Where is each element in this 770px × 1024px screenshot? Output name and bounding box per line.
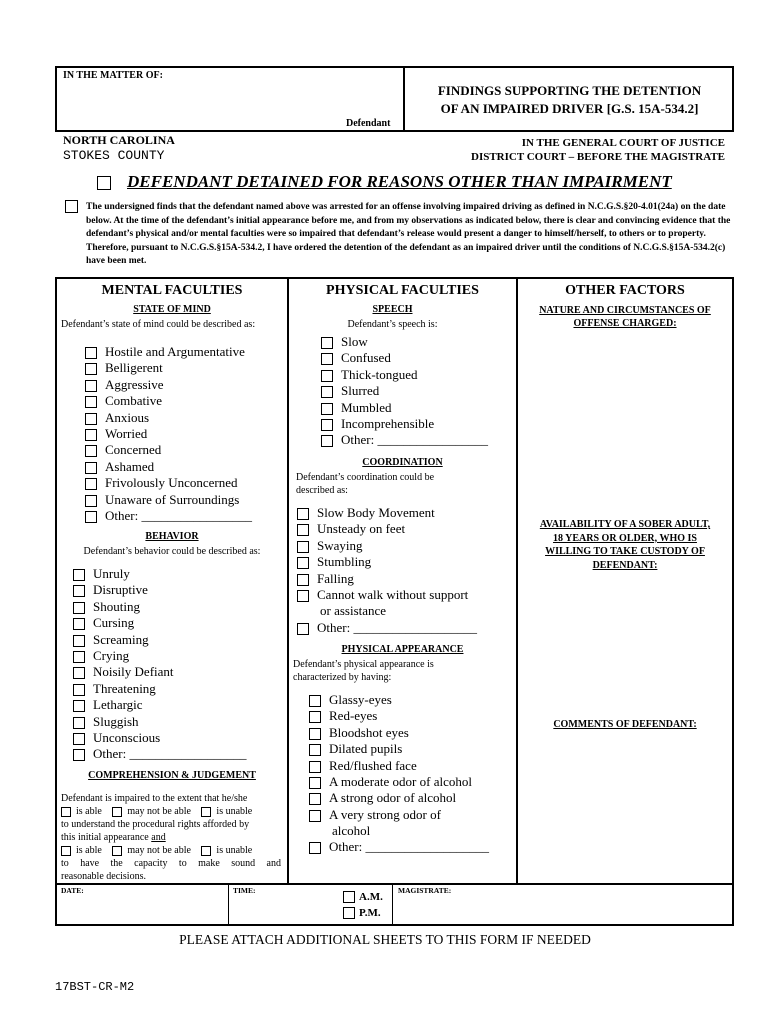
state-of-mind-checkbox[interactable] bbox=[85, 396, 97, 408]
state-of-mind-label: Belligerent bbox=[105, 360, 163, 376]
signature-divider-1 bbox=[228, 883, 229, 926]
speech-item bbox=[321, 383, 488, 399]
appearance-label: A strong odor of alcohol bbox=[329, 790, 457, 806]
state-of-mind-item bbox=[85, 360, 252, 376]
state-of-mind-label: Hostile and Argumentative bbox=[105, 344, 245, 359]
appearance-checkbox[interactable] bbox=[309, 711, 321, 723]
behavior-checkbox[interactable] bbox=[73, 651, 85, 663]
appear-other-checkbox[interactable] bbox=[309, 842, 321, 854]
state-of-mind-desc: Defendant’s state of mind could be described as: bbox=[61, 319, 256, 330]
state-of-mind-item bbox=[85, 492, 252, 508]
behavior-item bbox=[73, 566, 246, 582]
appearance-label: Bloodshot eyes bbox=[329, 724, 409, 740]
availability-heading bbox=[518, 518, 732, 572]
speech-label: Mumbled bbox=[341, 399, 392, 415]
appearance-list bbox=[309, 692, 472, 823]
speech-desc: Defendant’s speech is: bbox=[347, 319, 438, 330]
state-of-mind-checkbox[interactable] bbox=[85, 363, 97, 375]
state-of-mind-checkbox[interactable] bbox=[85, 347, 97, 359]
appearance-label: A moderate odor of alcohol bbox=[329, 773, 472, 789]
behavior-label: Threatening bbox=[93, 680, 156, 696]
speech-item bbox=[321, 334, 488, 350]
appearance-item bbox=[309, 725, 472, 741]
avail-line4: DEFENDANT: bbox=[592, 559, 658, 571]
state-of-mind-item bbox=[85, 475, 252, 491]
behavior-checkbox[interactable] bbox=[73, 717, 85, 729]
behavior-item bbox=[73, 714, 246, 730]
form-title-line1: FINDINGS SUPPORTING THE DETENTION bbox=[437, 83, 702, 98]
state-of-mind-item bbox=[85, 393, 252, 409]
state-of-mind-item bbox=[85, 377, 252, 393]
grid-divider-1 bbox=[287, 277, 289, 885]
speech-label: Slow bbox=[341, 334, 368, 349]
am-checkbox[interactable] bbox=[343, 891, 355, 903]
state-of-mind-item bbox=[85, 508, 252, 524]
appearance-item bbox=[309, 708, 472, 724]
am-option bbox=[343, 889, 383, 905]
speech-item bbox=[321, 367, 488, 383]
matter-label: IN THE MATTER OF: bbox=[63, 70, 163, 81]
mental-heading: MENTAL FACULTIES bbox=[101, 283, 243, 298]
main-title-checkbox[interactable] bbox=[97, 176, 111, 190]
speech-checkbox[interactable] bbox=[321, 337, 333, 349]
appearance-label: Red/flushed face bbox=[329, 757, 417, 773]
speech-checkbox[interactable] bbox=[321, 386, 333, 398]
coord-continuation: or assistance bbox=[320, 603, 387, 618]
comprehension-heading: COMPREHENSION & JUDGEMENT bbox=[88, 770, 256, 781]
state-of-mind-checkbox[interactable] bbox=[85, 413, 97, 425]
speech-checkbox[interactable] bbox=[321, 370, 333, 382]
coordination-item bbox=[297, 554, 468, 570]
appearance-label: Red-eyes bbox=[329, 708, 378, 724]
behavior-item bbox=[73, 697, 246, 713]
appearance-label: Dilated pupils bbox=[329, 741, 403, 757]
may-not-label: may not be able bbox=[127, 845, 191, 856]
appearance-desc bbox=[293, 658, 511, 684]
date-label: DATE: bbox=[61, 886, 84, 895]
speech-item bbox=[321, 416, 488, 432]
state-of-mind-label: Frivolously Unconcerned bbox=[105, 475, 238, 491]
court-line2: DISTRICT COURT – BEFORE THE MAGISTRATE bbox=[471, 151, 725, 163]
pm-option bbox=[343, 905, 383, 921]
comp-options-2 bbox=[61, 844, 281, 857]
nature-line1: NATURE AND CIRCUMSTANCES OF bbox=[539, 305, 711, 316]
comp-line1: Defendant is impaired to the extent that he/she bbox=[61, 793, 248, 804]
speech-item bbox=[321, 432, 488, 448]
coordination-label: Slow Body Movement bbox=[317, 505, 435, 520]
behavior-label: Noisily Defiant bbox=[93, 664, 174, 680]
appearance-item bbox=[309, 774, 472, 790]
state-of-mind-heading: STATE OF MIND bbox=[133, 304, 211, 315]
behavior-checkbox[interactable] bbox=[73, 667, 85, 679]
form-title bbox=[405, 82, 734, 118]
state-of-mind-checkbox[interactable] bbox=[85, 380, 97, 392]
is-able-label: is able bbox=[76, 845, 102, 856]
coordination-checkbox[interactable] bbox=[297, 524, 309, 536]
appear-other-item bbox=[309, 839, 489, 855]
form-title-line2: OF AN IMPAIRED DRIVER [G.S. 15A-534.2] bbox=[440, 101, 699, 116]
behavior-item bbox=[73, 648, 246, 664]
behavior-item bbox=[73, 746, 246, 762]
appear-other-label: Other: ___________________ bbox=[329, 839, 489, 854]
speech-label: Confused bbox=[341, 350, 391, 366]
state-label: NORTH CAROLINA bbox=[63, 133, 175, 147]
coord-desc-line2: described as: bbox=[296, 485, 348, 496]
state-of-mind-label: Other: _________________ bbox=[105, 507, 252, 523]
behavior-checkbox[interactable] bbox=[73, 700, 85, 712]
comp-line2: to understand the procedural rights afforded by bbox=[61, 819, 250, 830]
comp-and: and bbox=[151, 832, 166, 843]
coordination-checkbox[interactable] bbox=[297, 590, 309, 602]
form-number: 17BST-CR-M2 bbox=[55, 980, 135, 994]
comp-line3-text: this initial appearance bbox=[61, 832, 149, 843]
behavior-list bbox=[73, 566, 246, 763]
behavior-item bbox=[73, 599, 246, 615]
nature-line2: OFFENSE CHARGED: bbox=[573, 318, 677, 329]
state-of-mind-label: Aggressive bbox=[105, 376, 164, 392]
magistrate-label: MAGISTRATE: bbox=[398, 886, 452, 895]
state-of-mind-checkbox[interactable] bbox=[85, 462, 97, 474]
behavior-item bbox=[73, 730, 246, 746]
appearance-checkbox[interactable] bbox=[309, 744, 321, 756]
state-of-mind-item bbox=[85, 442, 252, 458]
coordination-item bbox=[297, 521, 468, 537]
state-of-mind-item bbox=[85, 344, 252, 360]
behavior-checkbox[interactable] bbox=[73, 733, 85, 745]
coordination-item bbox=[297, 571, 468, 587]
comprehension-block bbox=[61, 792, 281, 883]
nature-heading bbox=[518, 304, 732, 330]
behavior-label: Cursing bbox=[93, 615, 135, 631]
coordination-checkbox[interactable] bbox=[297, 508, 309, 520]
state-of-mind-label: Worried bbox=[105, 425, 148, 441]
coordination-label: Unsteady on feet bbox=[317, 521, 406, 537]
behavior-label: Sluggish bbox=[93, 713, 139, 729]
is-unable-label: is unable bbox=[216, 845, 253, 856]
speech-label: Other: _________________ bbox=[341, 432, 488, 448]
coord-desc-line1: Defendant’s coordination could be bbox=[296, 472, 435, 483]
speech-checkbox[interactable] bbox=[321, 403, 333, 415]
speech-item bbox=[321, 350, 488, 366]
state-of-mind-item bbox=[85, 410, 252, 426]
speech-item bbox=[321, 400, 488, 416]
is-unable-checkbox-2[interactable] bbox=[201, 846, 211, 856]
defendant-label: Defendant bbox=[346, 118, 391, 129]
behavior-label: Screaming bbox=[93, 631, 149, 647]
coordination-list bbox=[297, 505, 468, 603]
state-of-mind-item bbox=[85, 459, 252, 475]
behavior-item bbox=[73, 632, 246, 648]
appearance-checkbox[interactable] bbox=[309, 728, 321, 740]
coordination-checkbox[interactable] bbox=[297, 541, 309, 553]
state-of-mind-label: Anxious bbox=[105, 409, 150, 425]
avail-line1: AVAILABILITY OF A SOBER ADULT, bbox=[539, 519, 711, 530]
other-heading: OTHER FACTORS bbox=[565, 283, 685, 298]
behavior-label: Crying bbox=[93, 647, 130, 663]
appearance-item bbox=[309, 807, 472, 823]
coord-other-item bbox=[297, 620, 477, 636]
behavior-label: Unruly bbox=[93, 566, 130, 581]
appearance-checkbox[interactable] bbox=[309, 793, 321, 805]
appearance-item bbox=[309, 758, 472, 774]
behavior-checkbox[interactable] bbox=[73, 602, 85, 614]
behavior-label: Lethargic bbox=[93, 697, 143, 713]
appearance-checkbox[interactable] bbox=[309, 810, 321, 822]
findings-paragraph: The undersigned finds that the defendant named above was arrested for an offense involving impaired driving as defined in N.C.G.S.§20-4.01(24a) on the date below. At the time of the defendant’s initial appearance before me, and from my observations as indicated below, there is clear and convincing evidence that the defendant’s physical and/or mental faculties were so impaired that defendant’s release would present a danger to himself/herself, to others or to property. Therefore, pursuant to N.C.G.S.§15A-534.2, I have ordered the detention of the defendant as an impaired driver until the conditions of N.C.G.S.§15A-534.2(c) have been met. bbox=[86, 202, 731, 267]
state-of-mind-checkbox[interactable] bbox=[85, 478, 97, 490]
coord-other-checkbox[interactable] bbox=[297, 623, 309, 635]
signature-divider-2 bbox=[392, 883, 393, 926]
coordination-label: Swaying bbox=[317, 537, 363, 553]
behavior-item bbox=[73, 615, 246, 631]
am-pm-group bbox=[343, 889, 383, 921]
behavior-checkbox[interactable] bbox=[73, 585, 85, 597]
appear-continuation: alcohol bbox=[332, 823, 371, 838]
speech-checkbox[interactable] bbox=[321, 419, 333, 431]
may-not-checkbox-2[interactable] bbox=[112, 846, 122, 856]
is-able-checkbox-2[interactable] bbox=[61, 846, 71, 856]
appearance-checkbox[interactable] bbox=[309, 695, 321, 707]
behavior-checkbox[interactable] bbox=[73, 749, 85, 761]
may-not-checkbox-1[interactable] bbox=[112, 807, 122, 817]
coordination-checkbox[interactable] bbox=[297, 557, 309, 569]
state-of-mind-label: Combative bbox=[105, 393, 163, 409]
behavior-checkbox[interactable] bbox=[73, 635, 85, 647]
appearance-checkbox[interactable] bbox=[309, 761, 321, 773]
state-of-mind-list bbox=[85, 344, 252, 524]
avail-line2: 18 YEARS OR OLDER, WHO IS bbox=[553, 532, 697, 544]
behavior-item bbox=[73, 664, 246, 680]
appearance-item bbox=[309, 692, 472, 708]
main-title: DEFENDANT DETAINED FOR REASONS OTHER THAN IMPAIRMENT bbox=[127, 172, 672, 191]
speech-list bbox=[321, 334, 488, 449]
coordination-label: Falling bbox=[317, 570, 354, 586]
coordination-heading: COORDINATION bbox=[362, 457, 443, 468]
behavior-label: Unconscious bbox=[93, 729, 161, 745]
behavior-heading: BEHAVIOR bbox=[145, 531, 199, 542]
behavior-label: Other: __________________ bbox=[93, 746, 247, 762]
speech-label: Incomprehensible bbox=[341, 415, 435, 431]
appearance-label: Glassy-eyes bbox=[329, 692, 392, 707]
state-of-mind-checkbox[interactable] bbox=[85, 511, 97, 523]
speech-heading: SPEECH bbox=[372, 304, 413, 315]
court-line1: IN THE GENERAL COURT OF JUSTICE bbox=[521, 137, 725, 149]
coord-other-label: Other: ___________________ bbox=[317, 620, 477, 635]
behavior-label: Shouting bbox=[93, 598, 140, 614]
is-able-label: is able bbox=[76, 806, 102, 817]
appearance-checkbox[interactable] bbox=[309, 777, 321, 789]
appear-desc-line2: characterized by having: bbox=[293, 672, 392, 683]
coordination-checkbox[interactable] bbox=[297, 574, 309, 586]
speech-label: Slurred bbox=[341, 383, 380, 399]
time-label: TIME: bbox=[233, 886, 256, 895]
comp-line4: to have the capacity to make sound and bbox=[61, 858, 281, 869]
pm-checkbox[interactable] bbox=[343, 907, 355, 919]
am-label: A.M. bbox=[359, 891, 383, 903]
coordination-item bbox=[297, 538, 468, 554]
coordination-label: Stumbling bbox=[317, 554, 372, 570]
comp-line5: reasonable decisions. bbox=[61, 871, 146, 882]
speech-label: Thick-tongued bbox=[341, 366, 418, 382]
comp-line3 bbox=[61, 831, 281, 844]
coordination-desc bbox=[296, 471, 511, 497]
may-not-label: may not be able bbox=[127, 806, 191, 817]
coordination-item bbox=[297, 587, 468, 603]
state-of-mind-item bbox=[85, 426, 252, 442]
behavior-desc: Defendant’s behavior could be described as: bbox=[83, 546, 261, 557]
coordination-label: Cannot walk without support bbox=[317, 586, 469, 602]
is-unable-checkbox-1[interactable] bbox=[201, 807, 211, 817]
appear-desc-line1: Defendant’s physical appearance is bbox=[293, 659, 434, 670]
speech-checkbox[interactable] bbox=[321, 435, 333, 447]
footer-note: PLEASE ATTACH ADDITIONAL SHEETS TO THIS FORM IF NEEDED bbox=[179, 932, 591, 947]
behavior-item bbox=[73, 681, 246, 697]
appearance-item bbox=[309, 790, 472, 806]
state-of-mind-label: Unaware of Surroundings bbox=[105, 491, 240, 507]
signature-row bbox=[55, 883, 734, 926]
avail-line3: WILLING TO TAKE CUSTODY OF bbox=[545, 546, 705, 557]
physical-heading: PHYSICAL FACULTIES bbox=[326, 283, 479, 298]
findings-checkbox[interactable] bbox=[65, 200, 78, 213]
appearance-heading: PHYSICAL APPEARANCE bbox=[341, 644, 464, 655]
comments-heading: COMMENTS OF DEFENDANT: bbox=[553, 719, 697, 730]
county-label: STOKES COUNTY bbox=[63, 148, 165, 163]
state-of-mind-checkbox[interactable] bbox=[85, 429, 97, 441]
speech-checkbox[interactable] bbox=[321, 353, 333, 365]
behavior-item bbox=[73, 582, 246, 598]
state-of-mind-label: Ashamed bbox=[105, 458, 155, 474]
is-unable-label: is unable bbox=[216, 806, 253, 817]
coordination-item bbox=[297, 505, 468, 521]
comp-options-1 bbox=[61, 805, 281, 818]
state-of-mind-checkbox[interactable] bbox=[85, 495, 97, 507]
behavior-checkbox[interactable] bbox=[73, 618, 85, 630]
state-of-mind-label: Concerned bbox=[105, 442, 162, 458]
behavior-label: Disruptive bbox=[93, 582, 148, 598]
behavior-checkbox[interactable] bbox=[73, 569, 85, 581]
state-of-mind-checkbox[interactable] bbox=[85, 445, 97, 457]
appearance-item bbox=[309, 741, 472, 757]
pm-label: P.M. bbox=[359, 907, 381, 919]
appearance-label: A very strong odor of bbox=[329, 806, 441, 822]
grid-divider-2 bbox=[516, 277, 518, 885]
behavior-checkbox[interactable] bbox=[73, 684, 85, 696]
is-able-checkbox-1[interactable] bbox=[61, 807, 71, 817]
